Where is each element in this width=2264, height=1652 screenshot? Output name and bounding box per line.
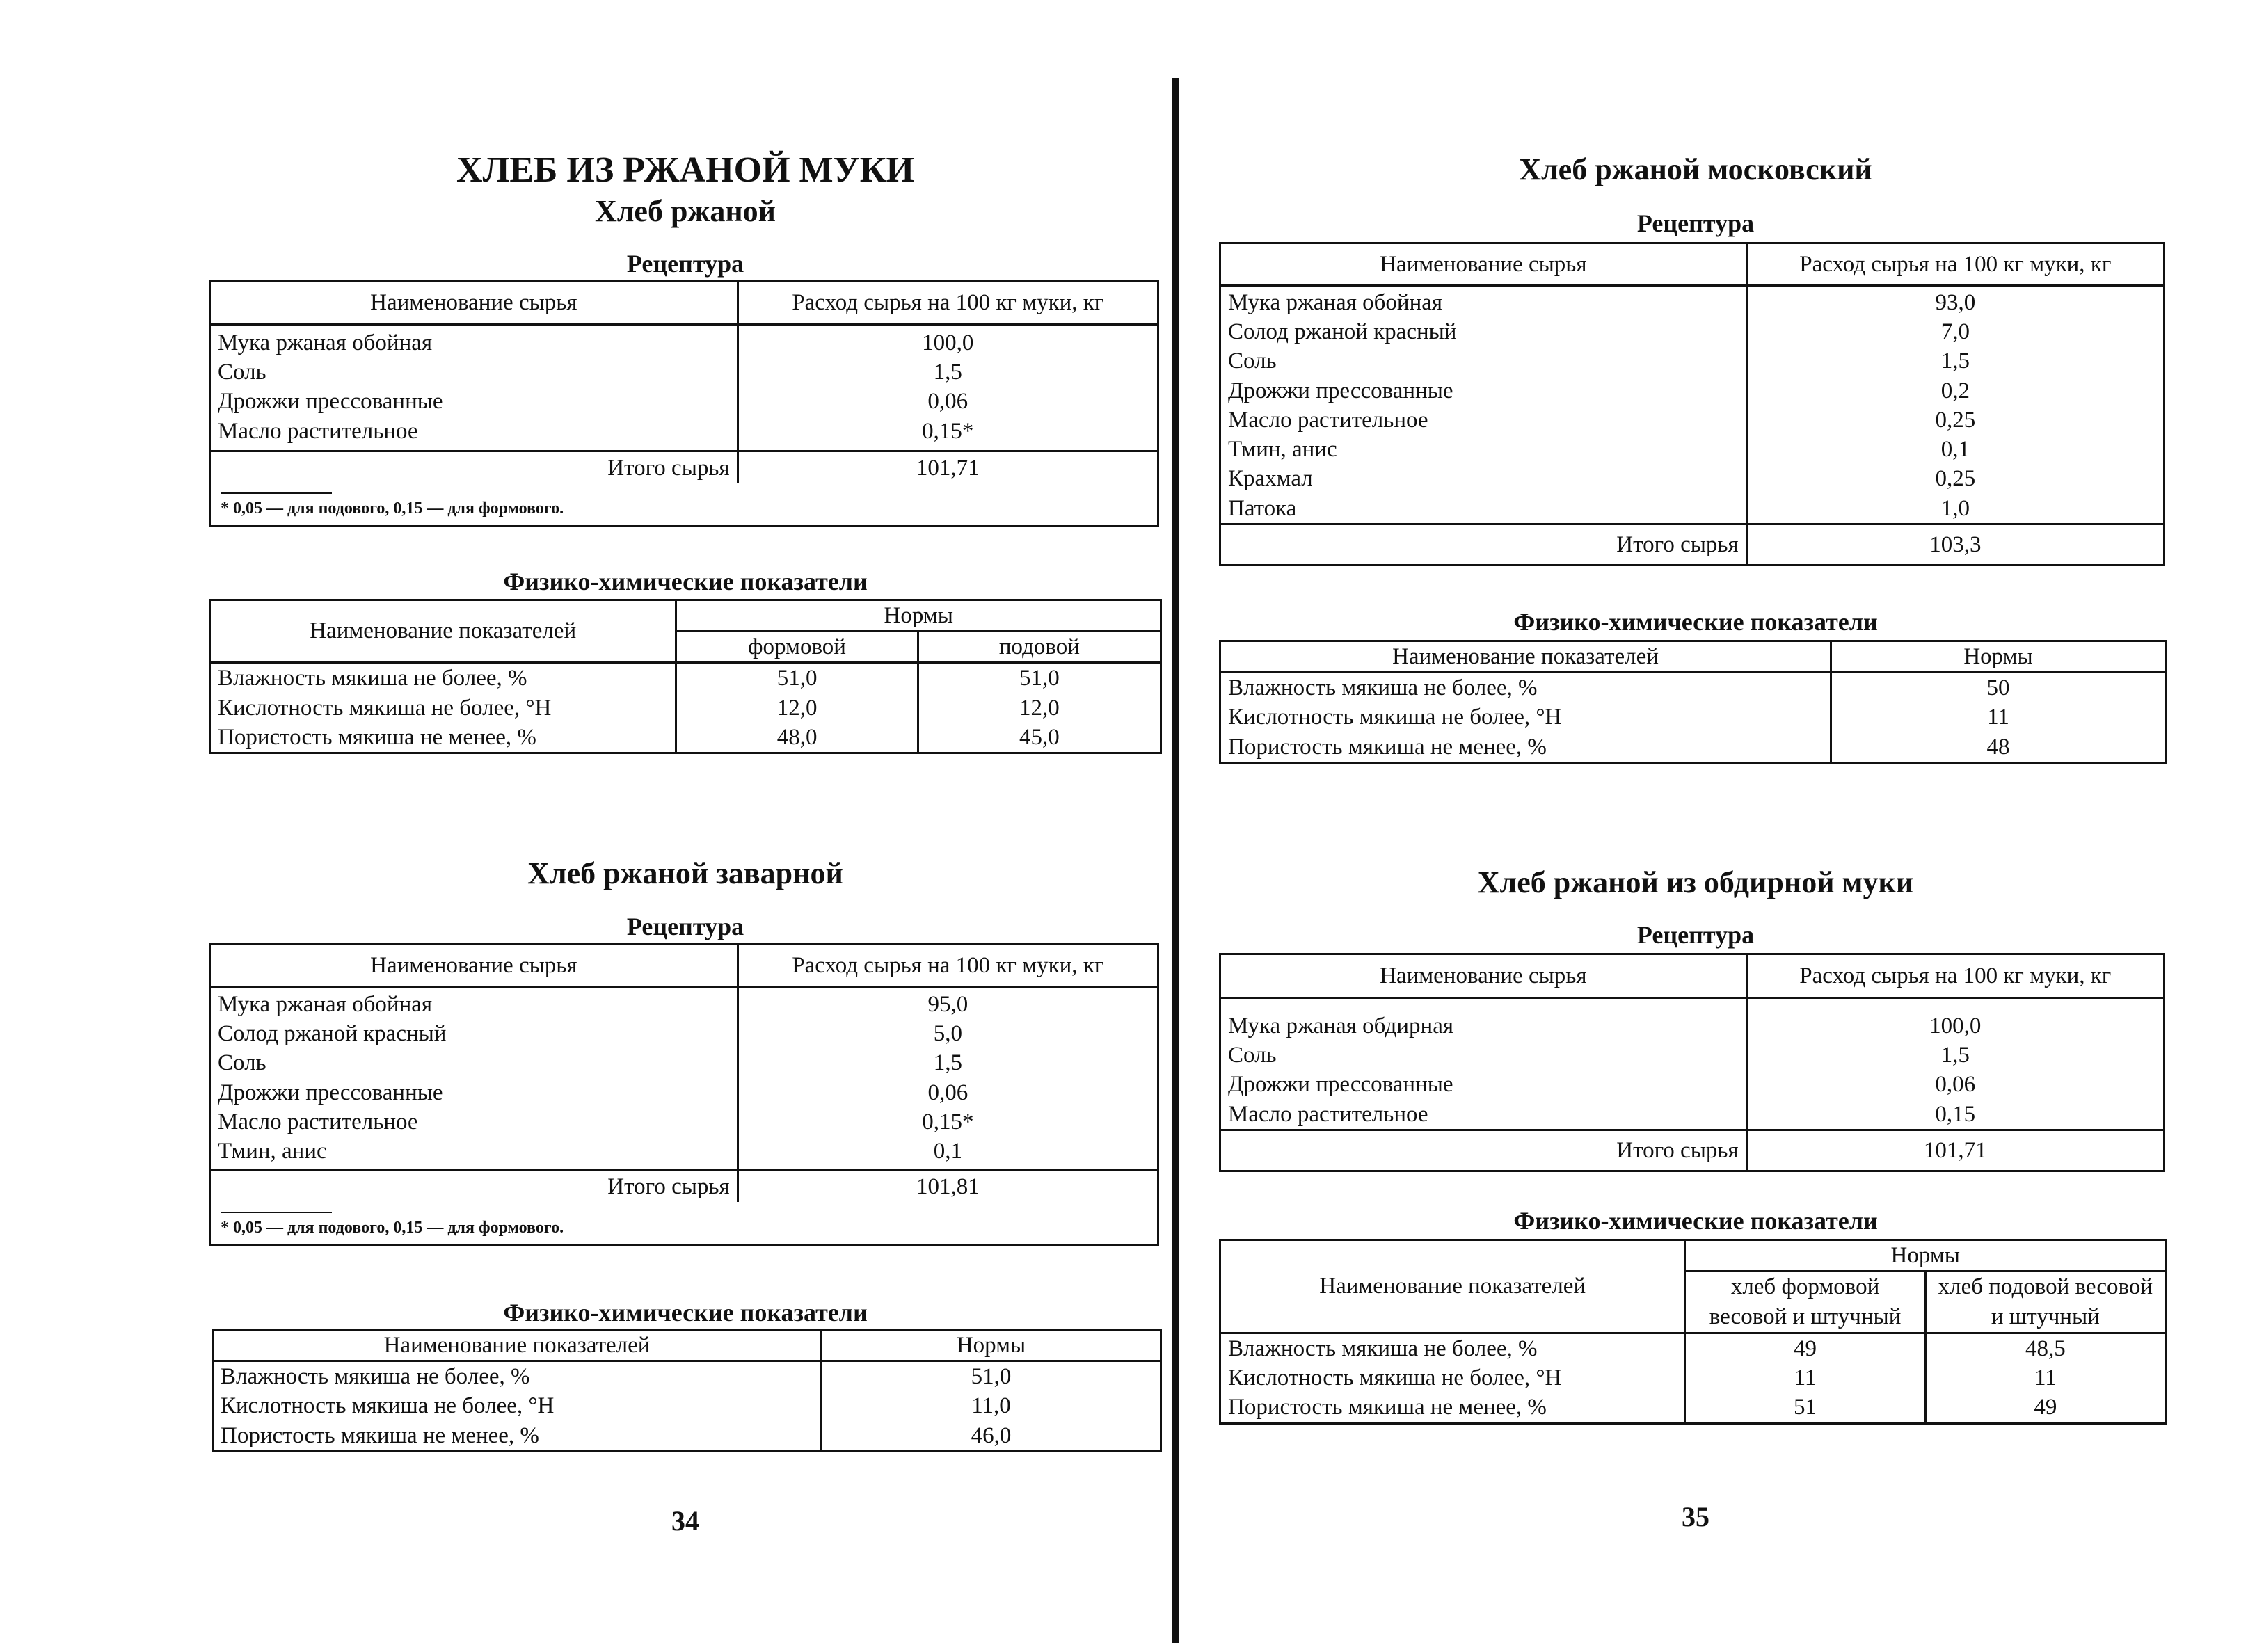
bread3-title: Хлеб ржаной московский	[1519, 152, 1872, 186]
ingredient-name: Тмин, анис	[218, 1139, 327, 1164]
phys-norm: 46,0	[822, 1421, 1161, 1452]
table-row	[1220, 1363, 2166, 1393]
footnote-rule	[221, 1212, 332, 1213]
ingredient-name: Соль	[1228, 348, 1277, 374]
ingredient-values	[738, 988, 1158, 1170]
phys-form: 48,0	[676, 723, 918, 753]
bread4-recipe-heading: Рецептура	[1636, 921, 1755, 949]
bread1-phys-table	[209, 599, 1162, 754]
table-row	[213, 1391, 1161, 1420]
phys-norm: 48	[1831, 732, 2166, 763]
total-label: Итого сырья	[1220, 1130, 1747, 1171]
ingredient-name: Мука ржаная обойная	[218, 330, 433, 355]
phys-norm: 51,0	[822, 1361, 1161, 1392]
section-title: ХЛЕБ ИЗ РЖАНОЙ МУКИ	[456, 150, 914, 190]
ingredient-names	[1220, 286, 1747, 524]
col-header-name: Наименование сырья	[210, 281, 738, 325]
phys-form: 12,0	[676, 693, 918, 723]
ingredient-value: 1,5	[1940, 1043, 1970, 1068]
ingredient-value: 0,15*	[922, 1109, 974, 1134]
ingredient-values	[738, 325, 1158, 451]
ingredient-value: 0,1	[1940, 437, 1970, 463]
phys-form: 49	[1685, 1333, 1925, 1364]
phys-col-pod: хлеб подовой весовой и штучный	[1925, 1272, 2165, 1333]
ingredient-value: 0,06	[927, 1080, 968, 1105]
footnote-row	[210, 483, 1158, 526]
footnote-rule	[221, 492, 332, 494]
ingredient-name: Мука ржаная обдирная	[1228, 1013, 1454, 1038]
phys-col-norms: Нормы	[1831, 641, 2166, 673]
phys-name: Влажность мякиша не более, %	[1220, 673, 1831, 703]
bread1-recipe-heading: Рецептура	[626, 250, 744, 278]
phys-name: Кислотность мякиша не более, °Н	[210, 693, 676, 723]
phys-pod: 48,5	[1925, 1333, 2165, 1364]
bread4-phys-table	[1219, 1239, 2167, 1425]
table-row	[1220, 732, 2166, 763]
page-right	[1219, 0, 2172, 1652]
total-value: 101,71	[738, 451, 1158, 483]
table-header-row	[210, 281, 1158, 325]
phys-name: Кислотность мякиша не более, °Н	[1220, 703, 1831, 732]
ingredient-name: Соль	[218, 360, 266, 385]
table-row	[213, 1361, 1161, 1392]
ingredient-name: Солод ржаной красный	[218, 1021, 447, 1047]
ingredient-name: Соль	[218, 1050, 266, 1076]
phys-name: Влажность мякиша не более, %	[1220, 1333, 1685, 1364]
table-row	[1220, 1393, 2166, 1423]
ingredient-value: 0,2	[1940, 378, 1970, 403]
table-row	[1220, 703, 2166, 732]
bread2-phys-table	[212, 1329, 1162, 1452]
ingredient-name: Масло растительное	[1228, 1101, 1428, 1127]
table-row	[210, 693, 1161, 723]
ingredient-names	[1220, 998, 1747, 1130]
page-number: 34	[671, 1505, 699, 1537]
phys-form: 51,0	[676, 663, 918, 693]
col-header-amount: Расход сырья на 100 кг муки, кг	[738, 944, 1158, 988]
ingredient-name: Мука ржаная обойная	[1228, 290, 1443, 315]
total-value: 101,81	[738, 1170, 1158, 1202]
ingredient-name: Дрожжи прессованные	[218, 1080, 443, 1105]
ingredient-value: 0,15	[1935, 1101, 1976, 1127]
ingredient-values	[1746, 998, 2164, 1130]
bread2-recipe-table	[209, 943, 1159, 1246]
ingredient-value: 0,06	[1935, 1072, 1976, 1098]
col-header-amount: Расход сырья на 100 кг муки, кг	[1746, 243, 2164, 286]
phys-name: Пористость мякиша не менее, %	[1220, 1393, 1685, 1423]
ingredient-name: Масло растительное	[1228, 407, 1428, 433]
bread1-recipe-table	[209, 280, 1159, 527]
ingredient-name: Крахмал	[1228, 466, 1313, 492]
page-number: 35	[1682, 1501, 1709, 1532]
col-header-name: Наименование сырья	[210, 944, 738, 988]
phys-col-form: формовой	[676, 632, 918, 663]
phys-name: Кислотность мякиша не более, °Н	[1220, 1363, 1685, 1393]
ingredient-value: 0,25	[1935, 407, 1976, 433]
phys-col-name: Наименование показателей	[210, 600, 676, 663]
bread3-phys-table	[1219, 640, 2167, 764]
table-body-row	[210, 325, 1158, 451]
total-label: Итого сырья	[1220, 524, 1747, 565]
ingredient-value: 0,06	[927, 389, 968, 415]
ingredient-value: 1,0	[1940, 495, 1970, 521]
phys-norm: 50	[1831, 673, 2166, 703]
bread1-title: Хлеб ржаной	[594, 194, 776, 228]
phys-form: 51	[1685, 1393, 1925, 1423]
ingredient-value: 95,0	[927, 992, 968, 1017]
table-row	[210, 723, 1161, 753]
footnote-cell	[210, 1202, 1158, 1245]
table-row	[213, 1421, 1161, 1452]
ingredient-value: 1,5	[1940, 348, 1970, 374]
phys-norm: 11	[1831, 703, 2166, 732]
ingredient-value: 100,0	[922, 330, 974, 355]
ingredient-names	[210, 325, 738, 451]
phys-col-pod: подовой	[918, 632, 1161, 663]
phys-col-form: хлеб формовой весовой и штучный	[1685, 1272, 1925, 1333]
footnote-text: * 0,05 — для подового, 0,15 — для формового.	[221, 499, 564, 518]
ingredient-name: Масло растительное	[218, 1109, 418, 1134]
ingredient-name: Патока	[1228, 495, 1297, 521]
phys-norm: 11,0	[822, 1391, 1161, 1420]
total-row	[210, 451, 1158, 483]
ingredient-value: 5,0	[933, 1021, 962, 1047]
ingredient-value: 93,0	[1935, 290, 1976, 315]
bread4-phys-heading: Физико-химические показатели	[1513, 1207, 1878, 1235]
col-header-amount: Расход сырья на 100 кг муки, кг	[738, 281, 1158, 325]
phys-name: Пористость мякиша не менее, %	[213, 1421, 822, 1452]
phys-name: Пористость мякиша не менее, %	[210, 723, 676, 753]
bread3-phys-heading: Физико-химические показатели	[1513, 608, 1878, 636]
total-label: Итого сырья	[210, 451, 738, 483]
ingredient-values	[1746, 286, 2164, 524]
ingredient-name: Дрожжи прессованные	[1228, 1072, 1453, 1098]
ingredient-name: Дрожжи прессованные	[218, 389, 443, 415]
ingredient-value: 0,25	[1935, 466, 1976, 492]
phys-name: Влажность мякиша не более, %	[210, 663, 676, 693]
table-row	[1220, 1333, 2166, 1364]
bread3-recipe-table	[1219, 242, 2165, 566]
phys-pod: 49	[1925, 1393, 2165, 1423]
page-left	[209, 0, 1162, 1652]
ingredient-value: 1,5	[933, 360, 962, 385]
phys-pod: 45,0	[918, 723, 1161, 753]
phys-col-norms: Нормы	[676, 600, 1161, 632]
book-spine	[1172, 78, 1179, 1643]
ingredient-names	[210, 988, 738, 1170]
ingredient-name: Тмин, анис	[1228, 437, 1337, 463]
phys-pod: 51,0	[918, 663, 1161, 693]
bread4-recipe-table	[1219, 953, 2165, 1172]
bread2-title: Хлеб ржаной заварной	[527, 856, 843, 890]
phys-col-name: Наименование показателей	[213, 1330, 822, 1361]
bread1-phys-heading: Физико-химические показатели	[503, 568, 868, 595]
ingredient-name: Масло растительное	[218, 418, 418, 444]
bread2-recipe-heading: Рецептура	[626, 913, 744, 940]
table-row	[210, 663, 1161, 693]
ingredient-value: 0,1	[933, 1139, 962, 1164]
ingredient-value: 100,0	[1929, 1013, 1982, 1038]
table-row	[1220, 673, 2166, 703]
ingredient-value: 7,0	[1940, 319, 1970, 345]
phys-name: Кислотность мякиша не более, °Н	[213, 1391, 822, 1420]
phys-name: Пористость мякиша не менее, %	[1220, 732, 1831, 763]
phys-name: Влажность мякиша не более, %	[213, 1361, 822, 1392]
phys-col-norms: Нормы	[822, 1330, 1161, 1361]
col-header-amount: Расход сырья на 100 кг муки, кг	[1746, 954, 2164, 998]
col-header-name: Наименование сырья	[1220, 243, 1747, 286]
total-value: 101,71	[1746, 1130, 2164, 1171]
phys-col-norms: Нормы	[1685, 1240, 2166, 1272]
ingredient-value: 1,5	[933, 1050, 962, 1076]
col-header-name: Наименование сырья	[1220, 954, 1747, 998]
phys-col-name: Наименование показателей	[1220, 641, 1831, 673]
bread4-title: Хлеб ржаной из обдирной муки	[1477, 865, 1914, 899]
total-label: Итого сырья	[210, 1170, 738, 1202]
ingredient-name: Мука ржаная обойная	[218, 992, 433, 1017]
footnote-text: * 0,05 — для подового, 0,15 — для формового.	[221, 1218, 564, 1237]
phys-pod: 11	[1925, 1363, 2165, 1393]
ingredient-name: Дрожжи прессованные	[1228, 378, 1453, 403]
phys-col-name: Наименование показателей	[1220, 1240, 1685, 1333]
bread2-phys-heading: Физико-химические показатели	[503, 1299, 868, 1326]
ingredient-name: Солод ржаной красный	[1228, 319, 1457, 345]
phys-form: 11	[1685, 1363, 1925, 1393]
ingredient-value: 0,15*	[922, 418, 974, 444]
bread3-recipe-heading: Рецептура	[1636, 209, 1755, 237]
total-value: 103,3	[1746, 524, 2164, 565]
footnote-cell	[210, 483, 1158, 526]
phys-pod: 12,0	[918, 693, 1161, 723]
ingredient-name: Соль	[1228, 1043, 1277, 1068]
